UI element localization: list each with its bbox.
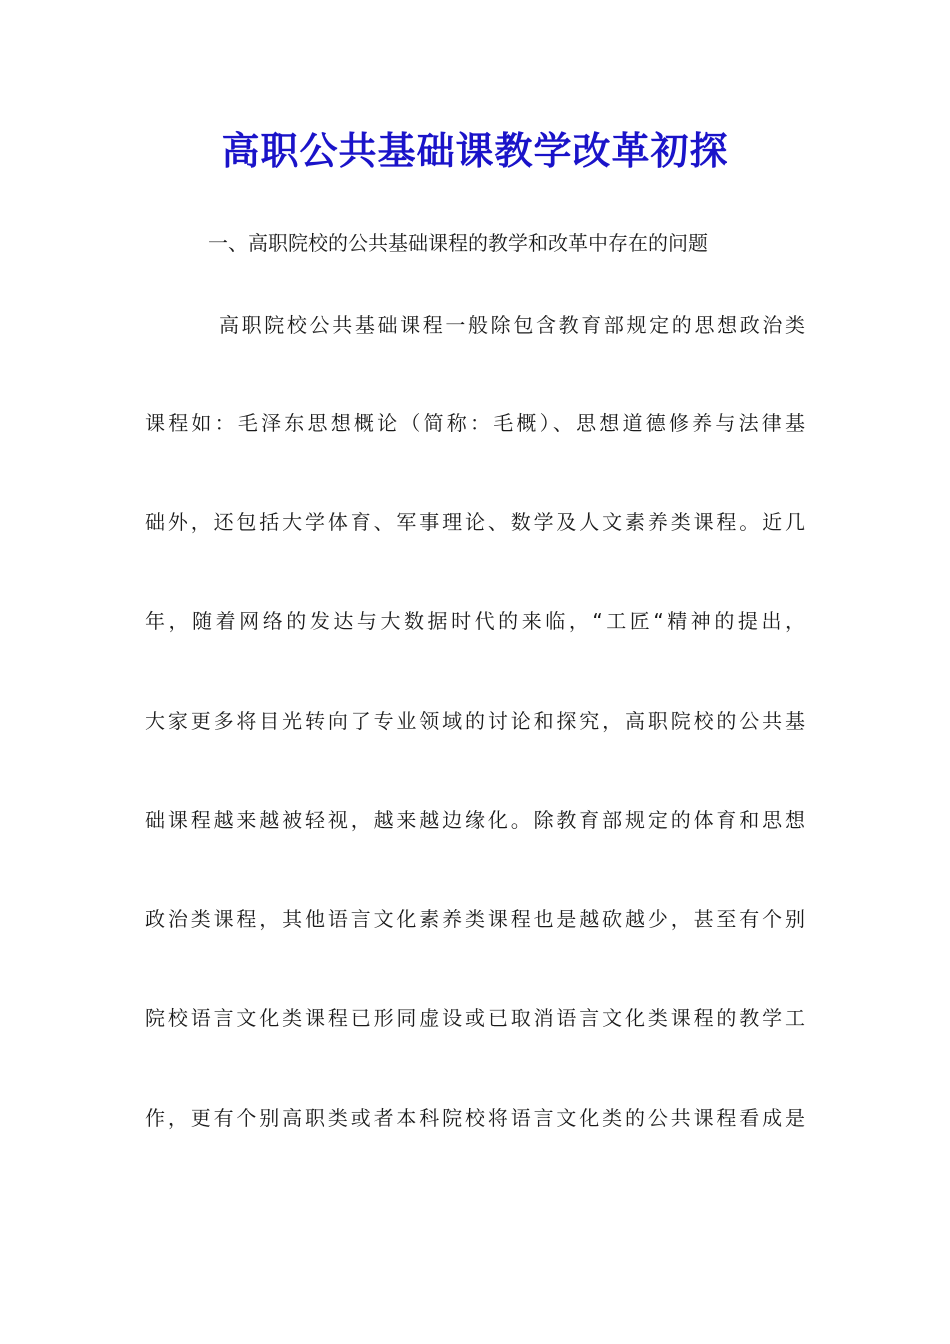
- paragraph-line: 大家更多将目光转向了专业领域的讨论和探究，高职院校的公共基: [145, 709, 805, 733]
- paragraph-line: 作，更有个别高职类或者本科院校将语言文化类的公共课程看成是: [145, 1106, 805, 1130]
- paragraph-line: 础外，还包括大学体育、军事理论、数学及人文素养类课程。近几: [145, 510, 805, 534]
- paragraph-line: 课程如：毛泽东思想概论（简称：毛概）、思想道德修养与法律基: [145, 411, 805, 435]
- section-heading: 一、高职院校的公共基础课程的教学和改革中存在的问题: [208, 231, 708, 255]
- paragraph-line: 年，随着网络的发达与大数据时代的来临，“工匠“精神的提出，: [145, 609, 805, 633]
- paragraph-line: 院校语言文化类课程已形同虚设或已取消语言文化类课程的教学工: [145, 1006, 805, 1030]
- document-title: 高职公共基础课教学改革初探: [221, 128, 729, 173]
- paragraph-line: 础课程越来越被轻视，越来越边缘化。除教育部规定的体育和思想: [145, 808, 805, 832]
- paragraph-line: 高职院校公共基础课程一般除包含教育部规定的思想政治类: [219, 313, 805, 337]
- paragraph-line: 政治类课程，其他语言文化素养类课程也是越砍越少，甚至有个别: [145, 907, 805, 931]
